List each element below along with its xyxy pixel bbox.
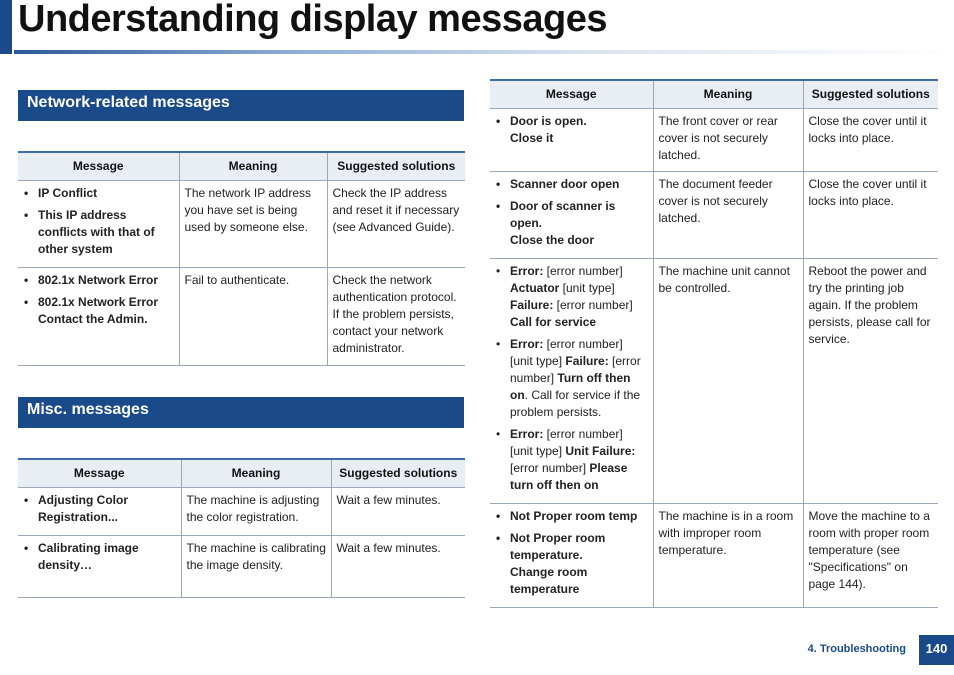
error-label: Error: (510, 263, 544, 278)
page-title: Understanding display messages (18, 0, 607, 40)
unit-type: [unit type] (510, 353, 566, 368)
meaning-cell: The front cover or rear cover is not securely latched. (653, 108, 803, 171)
misc-messages-table (18, 458, 465, 598)
solution-cell: Wait a few minutes. (331, 535, 465, 597)
section-title-misc: Misc. messages (27, 401, 149, 418)
unit-failure-label: Unit Failure: (565, 443, 636, 458)
col-header-solutions: Suggested solutions (803, 80, 938, 108)
page-number: 140 (919, 635, 954, 665)
network-messages-table (18, 151, 465, 366)
col-header-message: Message (18, 152, 179, 180)
error-label: Error: (510, 336, 544, 351)
message-item (38, 294, 175, 328)
table-row (490, 108, 938, 171)
error-number: [error number] (510, 353, 641, 385)
solution-cell: Move the machine to a room with proper room temperature (see "Specifications" on page 144). (803, 503, 938, 607)
failure-label: Failure: (510, 297, 554, 312)
message-item (510, 198, 649, 249)
unit-type: [unit type] (559, 280, 615, 295)
meaning-cell: The machine unit cannot be controlled. (653, 258, 803, 503)
error-number: [error number] (553, 297, 633, 312)
error-number: [error number] (510, 460, 587, 475)
message-cell (490, 503, 653, 607)
message-cell (490, 171, 653, 258)
message-item: • IP Conflict (38, 185, 175, 202)
device-messages-table (490, 79, 938, 608)
error-label: Error: (510, 426, 544, 441)
table-row (490, 503, 938, 607)
actuator-label: Actuator (510, 280, 560, 295)
message-item: • Not Proper room temp (510, 508, 649, 525)
table-row (18, 180, 465, 267)
footer-section-label: 4. Troubleshooting (807, 643, 906, 655)
solution-cell: Wait a few minutes. (331, 487, 465, 535)
message-item (510, 426, 649, 494)
section-title-network: Network-related messages (27, 94, 230, 111)
solution-cell: Reboot the power and try the printing job again. If the problem persists, please call for service. (803, 258, 938, 503)
message-item: • Adjusting Color Registration... (38, 492, 177, 526)
message-line: Change room temperature (510, 564, 588, 596)
message-line: Door of scanner is open. (510, 198, 616, 230)
message-item (510, 530, 649, 598)
title-underline (14, 50, 954, 54)
message-cell (490, 108, 653, 171)
col-header-meaning: Meaning (653, 80, 803, 108)
solution-cell: Close the cover until it locks into place. (803, 171, 938, 258)
meaning-cell: The network IP address you have set is being used by someone else. (179, 180, 327, 267)
message-line: Close the door (510, 232, 595, 247)
section-header-network (18, 90, 464, 121)
error-number: [error number] (543, 263, 623, 278)
meaning-cell: The document feeder cover is not securely latched. (653, 171, 803, 258)
meaning-cell: The machine is calibrating the image density. (181, 535, 331, 597)
col-header-meaning: Meaning (181, 459, 331, 487)
table-row (490, 171, 938, 258)
col-header-message: Message (18, 459, 181, 487)
message-item (510, 113, 649, 147)
message-item (510, 263, 649, 331)
message-item: • Calibrating image density… (38, 540, 177, 574)
solution-cell: Close the cover until it locks into place. (803, 108, 938, 171)
message-cell (490, 258, 653, 503)
message-line: Not Proper room temperature. (510, 530, 606, 562)
failure-label: Failure: (565, 353, 609, 368)
message-line: 802.1x Network Error (38, 294, 159, 309)
unit-type: [unit type] (510, 443, 566, 458)
call-service-label: Call for service (510, 314, 597, 329)
message-item: • Scanner door open (510, 176, 649, 193)
col-header-solutions: Suggested solutions (331, 459, 465, 487)
meaning-cell: Fail to authenticate. (179, 267, 327, 365)
solution-cell: Check the IP address and reset it if necessary (see Advanced Guide). (327, 180, 465, 267)
solution-cell: Check the network authentication protocol. If the problem persists, contact your network administrator. (327, 267, 465, 365)
message-cell (18, 180, 179, 267)
error-number: [error number] (543, 336, 623, 351)
message-item: • 802.1x Network Error (38, 272, 175, 289)
table-row (18, 487, 465, 535)
message-item (510, 336, 649, 421)
col-header-solutions: Suggested solutions (327, 152, 465, 180)
message-line: Close it (510, 130, 554, 145)
message-line: Door is open. (510, 113, 587, 128)
error-number: [error number] (543, 426, 623, 441)
please-label: Please turn off then on (510, 460, 628, 492)
title-accent-bar (0, 0, 12, 54)
message-cell (18, 535, 181, 597)
table-row (18, 535, 465, 597)
meaning-cell: The machine is adjusting the color registration. (181, 487, 331, 535)
persists-text: . Call for service if the problem persists. (510, 387, 641, 419)
message-item: • This IP address conflicts with that of other system (38, 207, 175, 258)
message-cell (18, 487, 181, 535)
col-header-message: Message (490, 80, 653, 108)
message-cell (18, 267, 179, 365)
table-row (18, 267, 465, 365)
turn-off-label: Turn off then on (510, 370, 631, 402)
col-header-meaning: Meaning (179, 152, 327, 180)
table-row (490, 258, 938, 503)
message-line: Contact the Admin. (38, 311, 148, 326)
section-header-misc (18, 397, 464, 428)
meaning-cell: The machine is in a room with improper room temperature. (653, 503, 803, 607)
